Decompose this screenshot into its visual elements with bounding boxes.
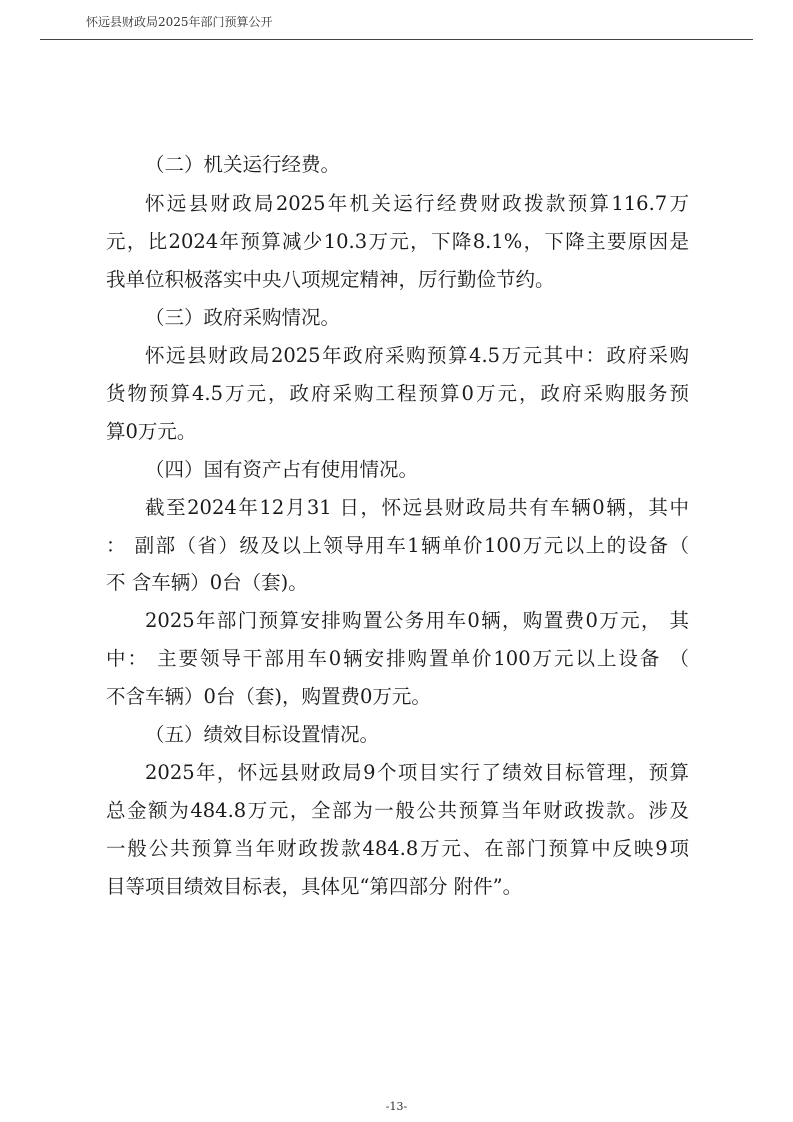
- page-number: -13-: [385, 1100, 408, 1113]
- section-heading-procurement: （三）政府采购情况。: [145, 306, 341, 329]
- paragraph-line: 目等项目绩效目标表，具体见“第四部分 附件”。: [106, 875, 523, 898]
- section-heading-performance-targets: （五）绩效目标设置情况。: [145, 723, 380, 746]
- paragraph-line: 我单位积极落实中央八项规定精神，厉行勤俭节约。: [106, 268, 555, 291]
- paragraph-line: 截至2024年12月31 日，怀远县财政局共有车辆0辆，其中: [145, 496, 689, 519]
- paragraph-line: 总金额为484.8万元，全部为一般公共预算当年财政拨款。涉及: [106, 799, 689, 822]
- section-heading-state-assets: （四）国有资产占有使用情况。: [145, 458, 419, 481]
- paragraph-line: 中： 主要领导干部用车0辆安排购置单价100万元以上设备 （: [106, 647, 689, 670]
- paragraph-line: 不 含车辆）0台（套)。: [106, 571, 308, 594]
- paragraph-line: 算0万元。: [106, 420, 197, 443]
- paragraph-line: 货物预算4.5万元，政府采购工程预算0万元，政府采购服务预: [106, 382, 689, 405]
- paragraph-line: 怀远县财政局2025年政府采购预算4.5万元其中：政府采购: [145, 344, 689, 367]
- paragraph-line: ： 副部（省）级及以上领导用车1辆单价100万元以上的设备（: [106, 534, 689, 557]
- header-divider: [40, 39, 753, 40]
- header-title: 怀远县财政局2025年部门预算公开: [86, 15, 273, 29]
- paragraph-line: 元，比2024年预算减少10.3万元，下降8.1%，下降主要原因是: [106, 230, 689, 253]
- section-heading-operating-expenses: （二）机关运行经费。: [145, 153, 341, 176]
- paragraph-line: 一般公共预算当年财政拨款484.8万元、在部门预算中反映9项: [106, 837, 689, 860]
- paragraph-line: 怀远县财政局2025年机关运行经费财政拨款预算116.7万: [145, 192, 689, 215]
- paragraph-line: 不含车辆）0台（套)，购置费0万元。: [106, 685, 431, 708]
- paragraph-line: 2025年部门预算安排购置公务用车0辆，购置费0万元， 其: [145, 609, 689, 632]
- paragraph-line: 2025年，怀远县财政局9个项目实行了绩效目标管理，预算: [145, 761, 689, 784]
